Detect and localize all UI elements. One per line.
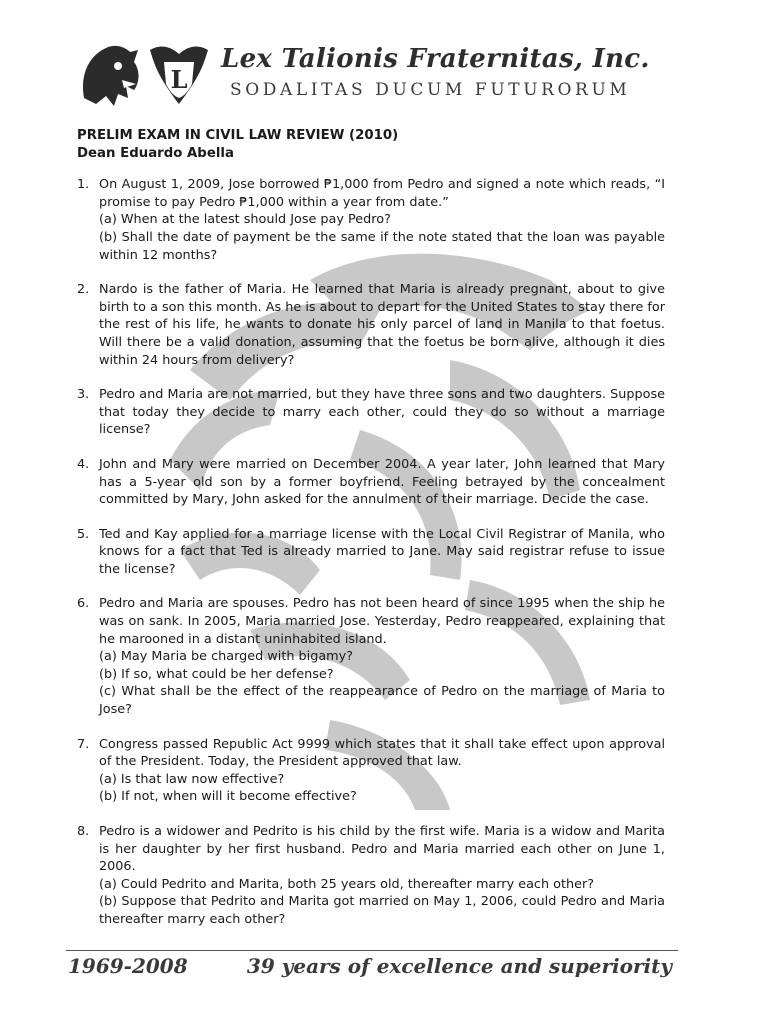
organization-motto: SODALITAS DUCUM FUTURORUM bbox=[230, 80, 631, 100]
question-item bbox=[77, 526, 665, 579]
question-number: 3. bbox=[77, 387, 90, 403]
exam-author: Dean Eduardo Abella bbox=[77, 145, 234, 161]
question-body bbox=[99, 281, 665, 369]
sub-question: (a) Is that law now effective? bbox=[99, 771, 285, 787]
crest-letter: L bbox=[170, 65, 188, 94]
question-body bbox=[99, 736, 665, 806]
footer-years: 1969-2008 bbox=[68, 954, 188, 978]
lion-head-icon bbox=[78, 40, 142, 110]
question-text: John and Mary were married on December 2004. A year later, John learned that Mary has a 5-year old son by a former boyfriend. Feeling betrayed by the concealment committed by Mary, John asked for the annulment of their marriage. Decide the case. bbox=[99, 456, 665, 508]
sub-question: (b) Shall the date of payment be the same if the note stated that the loan was payable within 12 months? bbox=[99, 229, 665, 263]
question-item bbox=[77, 595, 665, 718]
question-body bbox=[99, 823, 665, 929]
question-body bbox=[99, 386, 665, 439]
question-text: Congress passed Republic Act 9999 which states that it shall take effect upon approval of the President. Today, the President approved that law. bbox=[99, 736, 665, 770]
question-text: Nardo is the father of Maria. He learned that Maria is already pregnant, about to give birth to a son this month. As he is about to depart for the United States to stay there for the rest of his life, he wants to donate his only parcel of land in Manila to that foetus. Will there be a valid donation, assuming that the foetus be born alive, although it dies within 24 hours from delivery? bbox=[99, 282, 665, 368]
question-item bbox=[77, 456, 665, 509]
question-item bbox=[77, 176, 665, 264]
question-number: 8. bbox=[77, 824, 90, 839]
question-list bbox=[77, 176, 665, 928]
sub-question: (b) If not, when will it become effective? bbox=[99, 789, 357, 805]
question-item bbox=[77, 823, 665, 929]
question-text: Pedro is a widower and Pedrito is his child by the first wife. Maria is a widow and Marita is her daughter by her first husband. Pedro and Maria married each other on June 1, 2006. bbox=[99, 824, 665, 875]
question-item bbox=[77, 736, 665, 806]
footer-slogan: 39 years of excellence and superiority bbox=[246, 954, 672, 978]
question-body bbox=[99, 456, 665, 509]
eagle-crest-icon bbox=[146, 40, 212, 110]
sub-question: (c) What shall be the effect of the reappearance of Pedro on the marriage of Maria to Jose? bbox=[99, 684, 665, 718]
exam-content bbox=[77, 127, 665, 946]
question-number: 6. bbox=[77, 596, 90, 612]
question-text: Ted and Kay applied for a marriage license with the Local Civil Registrar of Manila, who knows for a fact that Ted is already married to Jane. May said registrar refuse to issue the license? bbox=[99, 526, 665, 577]
sub-question: (a) Could Pedrito and Marita, both 25 years old, thereafter marry each other? bbox=[99, 876, 595, 892]
question-number: 4. bbox=[77, 456, 90, 472]
letterhead bbox=[78, 40, 678, 112]
question-number: 5. bbox=[77, 526, 90, 542]
question-text: Pedro and Maria are spouses. Pedro has not been heard of since 1995 when the ship he was on sank. In 2005, Maria married Jose. Yesterday, Pedro reappeared, explaining that he marooned in a distant uninhabited island. bbox=[99, 596, 665, 647]
question-number: 1. bbox=[77, 177, 90, 193]
question-item bbox=[77, 281, 665, 369]
question-body bbox=[99, 176, 665, 264]
exam-title: PRELIM EXAM IN CIVIL LAW REVIEW (2010) bbox=[77, 128, 399, 143]
question-body bbox=[99, 595, 665, 718]
question-body bbox=[99, 526, 665, 579]
sub-question: (a) May Maria be charged with bigamy? bbox=[99, 649, 353, 665]
footer-divider bbox=[66, 950, 678, 951]
question-item bbox=[77, 386, 665, 439]
organization-name: Lex Talionis Fraternitas, Inc. bbox=[221, 44, 650, 74]
sub-question: (a) When at the latest should Jose pay Pedro? bbox=[99, 212, 391, 228]
question-text: Pedro and Maria are not married, but they have three sons and two daughters. Suppose that today they decide to marry each other, could they do so without a marriage license? bbox=[99, 387, 665, 438]
sub-question: (b) Suppose that Pedrito and Marita got married on May 1, 2006, could Pedro and Maria thereafter marry each other? bbox=[99, 894, 665, 927]
question-text: On August 1, 2009, Jose borrowed ₱1,000 from Pedro and signed a note which reads, “I promise to pay Pedro ₱1,000 within a year from date.” bbox=[99, 177, 665, 210]
question-number: 7. bbox=[77, 736, 90, 752]
sub-question: (b) If so, what could be her defense? bbox=[99, 666, 334, 682]
question-number: 2. bbox=[77, 282, 90, 298]
